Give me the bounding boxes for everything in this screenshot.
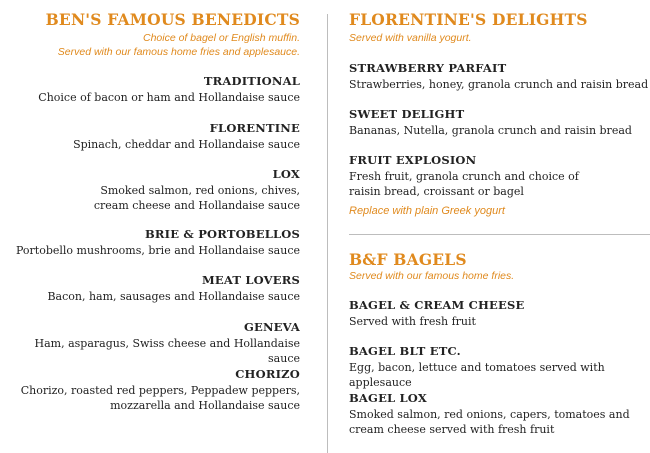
item-name: CHORIZO xyxy=(235,367,300,381)
item-description: Bacon, ham, sausages and Hollandaise sauce xyxy=(47,290,300,303)
menu-item xyxy=(0,74,300,105)
item-description: Bananas, Nutella, granola crunch and raisin bread xyxy=(349,124,632,137)
benedicts-title: BEN'S FAMOUS BENEDICTS xyxy=(45,10,300,29)
item-name: BRIE & PORTOBELLOS xyxy=(145,227,300,241)
item-description: Ham, asparagus, Swiss cheese and Hollandaise sauce xyxy=(34,337,300,365)
item-name: LOX xyxy=(272,167,300,181)
item-name: BAGEL LOX xyxy=(349,391,427,405)
item-description: Served with fresh fruit xyxy=(349,315,476,328)
item-name: BAGEL & CREAM CHEESE xyxy=(349,298,525,312)
item-description: Fresh fruit, granola crunch and choice of raisin bread, croissant or bagel xyxy=(349,170,579,198)
menu-item xyxy=(349,298,649,329)
menu-item xyxy=(349,391,649,437)
column-divider xyxy=(327,14,328,453)
menu-item xyxy=(0,227,300,258)
bagels-title: B&F BAGELS xyxy=(349,250,467,269)
item-name: SWEET DELIGHT xyxy=(349,107,465,121)
benedicts-subtitle-1: Choice of bagel or English muffin. xyxy=(142,32,300,44)
florentine-subtitle: Served with vanilla yogurt. xyxy=(349,32,472,44)
menu-item xyxy=(0,320,300,366)
menu-item xyxy=(349,153,649,199)
menu-item xyxy=(0,167,300,213)
item-description: Portobello mushrooms, brie and Hollandaise sauce xyxy=(15,244,300,257)
menu-item xyxy=(0,121,300,152)
section-divider xyxy=(349,234,650,235)
menu-item xyxy=(0,367,300,413)
item-name: TRADITIONAL xyxy=(203,74,300,88)
item-description: Egg, bacon, lettuce and tomatoes served with applesauce xyxy=(349,361,605,389)
item-name: MEAT LOVERS xyxy=(201,273,300,287)
item-description: Chorizo, roasted red peppers, Peppadew peppers, mozzarella and Hollandaise sauce xyxy=(20,384,300,412)
menu-item xyxy=(349,107,649,138)
menu-item xyxy=(0,273,300,304)
yogurt-note: Replace with plain Greek yogurt xyxy=(349,205,505,217)
item-description: Strawberries, honey, granola crunch and raisin bread xyxy=(349,78,649,91)
item-description: Smoked salmon, red onions, chives, cream cheese and Hollandaise sauce xyxy=(93,184,300,212)
florentine-title: FLORENTINE'S DELIGHTS xyxy=(349,10,588,29)
item-description: Choice of bacon or ham and Hollandaise sauce xyxy=(38,91,300,104)
item-name: FRUIT EXPLOSION xyxy=(349,153,477,167)
item-description: Smoked salmon, red onions, capers, tomatoes and cream cheese served with fresh fruit xyxy=(349,408,630,436)
bagels-subtitle: Served with our famous home fries. xyxy=(349,270,515,282)
menu-item xyxy=(349,344,649,390)
item-name: STRAWBERRY PARFAIT xyxy=(349,61,507,75)
item-description: Spinach, cheddar and Hollandaise sauce xyxy=(73,138,300,151)
menu-item xyxy=(349,61,649,92)
item-name: GENEVA xyxy=(243,320,300,334)
item-name: BAGEL BLT ETC. xyxy=(349,344,461,358)
benedicts-subtitle-2: Served with our famous home fries and applesauce. xyxy=(57,46,300,58)
item-name: FLORENTINE xyxy=(209,121,300,135)
